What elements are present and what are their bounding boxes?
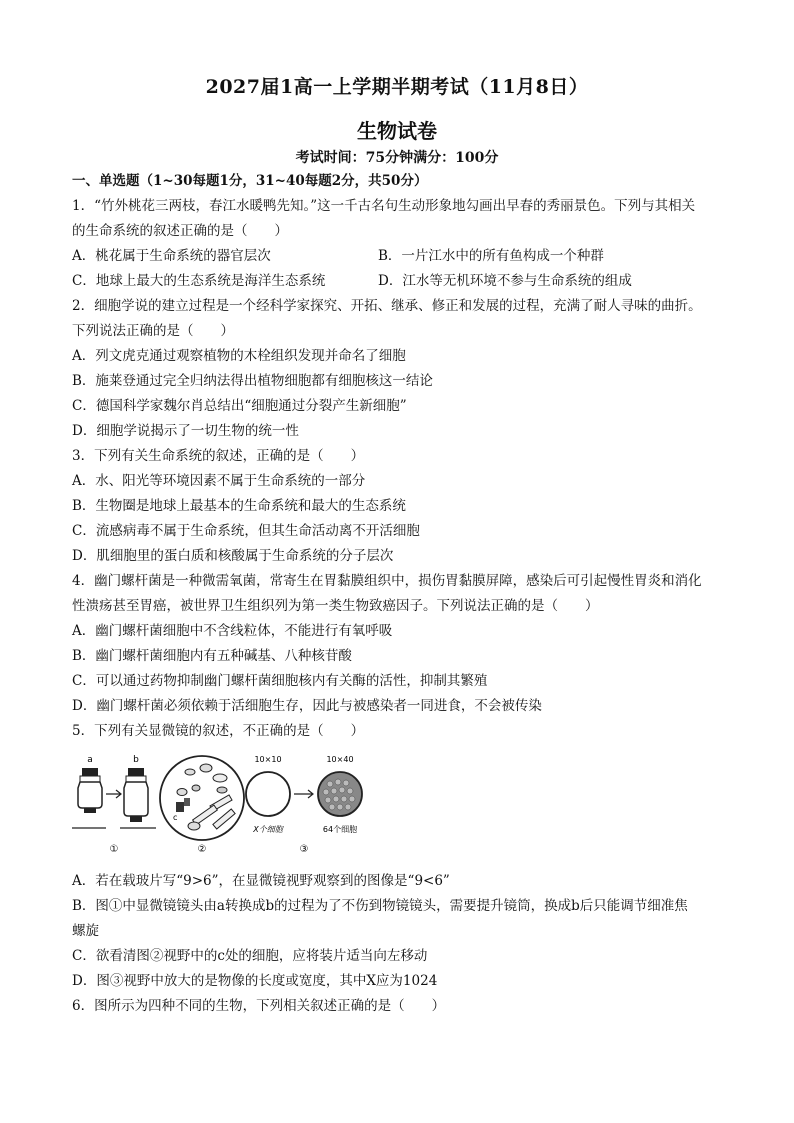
q5-stem: 5．下列有关显微镜的叙述，不正确的是（ ）	[72, 723, 365, 739]
caption-x-cells: X个细胞	[253, 825, 283, 834]
q2-stem-line2: 下列说法正确的是（ ）	[72, 323, 234, 339]
q5-option-a: A．若在载玻片写“9>6”，在显微镜视野观察到的图像是“9<6”	[72, 873, 450, 889]
q2-option-c: C．德国科学家魏尔肖总结出“细胞通过分裂产生新细胞”	[72, 398, 407, 414]
q1-stem-line2: 的生命系统的叙述正确的是（ ）	[72, 223, 288, 239]
q6-stem: 6．图所示为四种不同的生物，下列相关叙述正确的是（ ）	[72, 998, 446, 1014]
q5-option-b-line2: 螺旋	[72, 923, 99, 939]
label-a: a	[87, 755, 93, 765]
q2-option-d: D．细胞学说揭示了一切生物的统一性	[72, 423, 299, 439]
q4-stem-line2: 性溃疡甚至胃癌，被世界卫生组织列为第一类生物致癌因子。下列说法正确的是（ ）	[72, 598, 599, 614]
exam-title: 2027届1高一上学期半期考试（11月8日）	[205, 76, 589, 98]
q3-option-d: D．肌细胞里的蛋白质和核酸属于生命系统的分子层次	[72, 548, 394, 564]
q3-option-b: B．生物圈是地球上最基本的生命系统和最大的生态系统	[72, 498, 406, 514]
subject-title: 生物试卷	[357, 119, 437, 143]
caption-64-cells: 64个细胞	[322, 825, 358, 834]
q2-option-b: B．施莱登通过完全归纳法得出植物细胞都有细胞核这一结论	[72, 373, 433, 389]
q2-option-a: A．列文虎克通过观察植物的木栓组织发现并命名了细胞	[72, 348, 406, 364]
q1-stem-line1: 1．“竹外桃花三两枝，春江水暖鸭先知。”这一千古名句生动形象地勾画出早春的秀丽景色。下列与其相关	[72, 198, 696, 214]
q4-stem-line1: 4．幽门螺杆菌是一种微需氧菌，常寄生在胃黏膜组织中，损伤胃黏膜屏障，感染后可引起慢性胃炎和消化	[72, 573, 702, 589]
arrow-icon	[106, 790, 121, 798]
fig-num-1: ①	[109, 844, 119, 855]
microscope-figure	[72, 752, 372, 860]
q2-stem-line1: 2．细胞学说的建立过程是一个经科学家探究、开拓、继承、修正和发展的过程，充满了耐人寻味的曲折。	[72, 298, 702, 314]
arrow-icon	[294, 790, 313, 798]
exam-info: 考试时间：75分钟满分：100分	[295, 150, 499, 166]
magnification-low: 10×10	[254, 755, 282, 764]
magnification-high: 10×40	[326, 755, 354, 764]
q3-option-a: A．水、阳光等环境因素不属于生命系统的一部分	[72, 473, 366, 489]
fig-num-3: ③	[299, 844, 309, 855]
q1-option-b: B．一片江水中的所有鱼构成一个种群	[378, 248, 604, 264]
q4-option-b: B．幽门螺杆菌细胞内有五种碱基、八种核苷酸	[72, 648, 352, 664]
q5-option-c: C．欲看清图②视野中的c处的细胞，应将装片适当向左移动	[72, 948, 428, 964]
q4-option-a: A．幽门螺杆菌细胞中不含线粒体，不能进行有氧呼吸	[72, 623, 393, 639]
q4-option-c: C．可以通过药物抑制幽门螺杆菌细胞核内有关酶的活性，抑制其繁殖	[72, 673, 488, 689]
q1-option-a: A．桃花属于生命系统的器官层次	[72, 248, 271, 264]
q4-option-d: D．幽门螺杆菌必须依赖于活细胞生存，因此与被感染者一同进食，不会被传染	[72, 698, 542, 714]
objective-lens-a	[78, 755, 102, 813]
field-of-view-2	[160, 756, 244, 840]
q1-option-d: D．江水等无机环境不参与生命系统的组成	[378, 273, 632, 289]
field-of-view-3b	[318, 755, 362, 834]
field-of-view-3a	[246, 755, 290, 834]
q5-option-b-line1: B．图①中显微镜镜头由a转换成b的过程为了不伤到物镜镜头，需要提升镜筒，换成b后只能调节细准焦	[72, 898, 688, 914]
label-c: c	[173, 813, 178, 822]
q3-stem: 3．下列有关生命系统的叙述，正确的是（ ）	[72, 448, 365, 464]
fig-num-2: ②	[197, 844, 207, 855]
q3-option-c: C．流感病毒不属于生命系统，但其生命活动离不开活细胞	[72, 523, 420, 539]
q1-option-c: C．地球上最大的生态系统是海洋生态系统	[72, 273, 326, 289]
objective-lens-b	[124, 755, 148, 822]
section-heading: 一、单选题（1~30每题1分，31~40每题2分，共50分）	[72, 173, 428, 189]
label-b: b	[133, 755, 139, 765]
q5-option-d: D．图③视野中放大的是物像的长度或宽度，其中X应为1024	[72, 973, 438, 989]
